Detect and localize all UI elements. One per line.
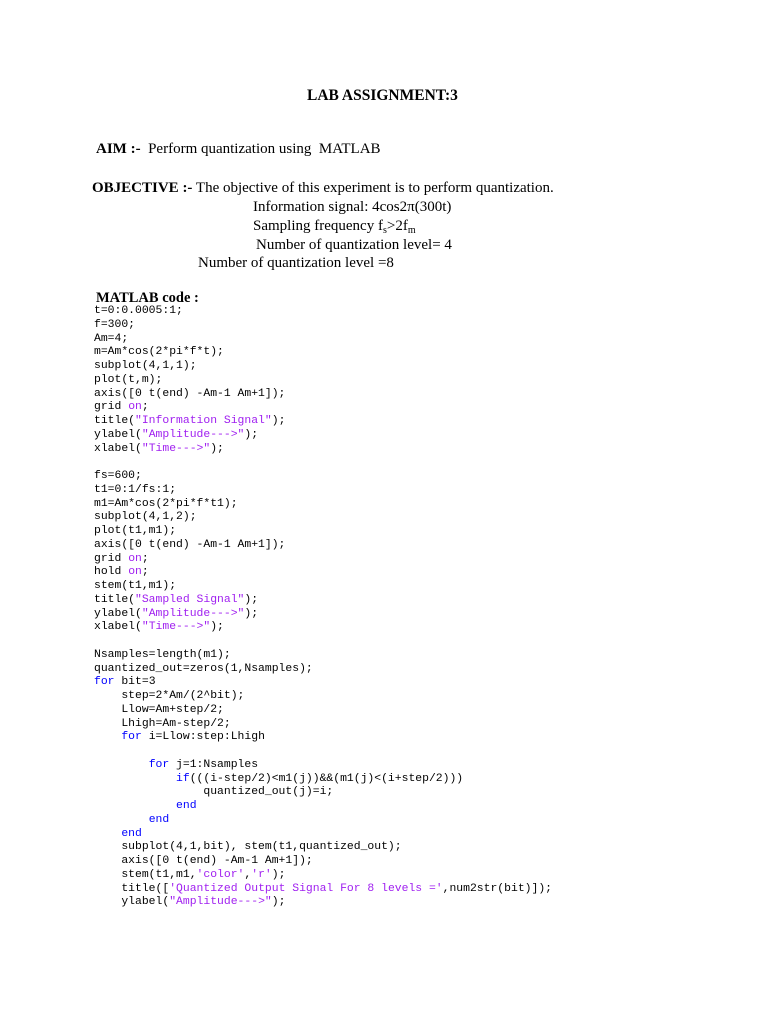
code-text	[94, 759, 149, 771]
code-text: );	[244, 428, 259, 441]
code-text: ylabel(	[94, 428, 142, 441]
code-text: title(	[94, 593, 136, 606]
code-line	[94, 333, 552, 347]
code-keyword: end	[121, 827, 142, 840]
code-keyword: for	[94, 676, 115, 689]
code-text: Lhigh=Am-step/2;	[94, 717, 231, 730]
code-text: Am=4;	[94, 332, 129, 345]
code-text: fs=600;	[94, 470, 142, 482]
code-text: subplot(4,1,1);	[94, 360, 197, 372]
code-text: );	[271, 415, 286, 427]
code-line	[94, 731, 552, 745]
code-text: t1=0:1/fs:1;	[94, 483, 177, 496]
code-line	[94, 800, 552, 814]
code-text: ,	[244, 868, 252, 881]
code-text: );	[271, 868, 286, 881]
code-line	[94, 635, 552, 649]
code-line	[94, 896, 552, 910]
code-line	[94, 388, 552, 402]
code-text: );	[271, 896, 286, 909]
code-line	[94, 456, 552, 470]
code-line	[94, 566, 552, 580]
code-line	[94, 745, 552, 759]
code-string: 'Quantized Output Signal For 8 levels ='	[169, 882, 443, 895]
code-text: );	[210, 442, 224, 455]
code-line	[94, 470, 552, 484]
code-line	[94, 484, 552, 498]
sampling-subscript-s: s	[382, 225, 387, 236]
code-line	[94, 429, 552, 443]
code-line	[94, 305, 552, 319]
code-line	[94, 759, 552, 773]
code-text: ,num2str(bit)]);	[442, 882, 552, 895]
code-string: "Amplitude--->"	[169, 896, 272, 909]
code-line	[94, 690, 552, 704]
code-line	[94, 608, 552, 622]
code-keyword: for	[121, 731, 142, 744]
code-line	[94, 443, 552, 457]
sampling-frequency-line	[253, 218, 416, 236]
code-text: title(	[94, 415, 136, 427]
code-text: );	[244, 607, 259, 620]
code-text: stem(t1,m1,	[94, 868, 197, 881]
sampling-mid: >2f	[386, 218, 408, 234]
code-text: hold	[94, 566, 129, 579]
code-text: i=Llow:step:Lhigh	[141, 731, 265, 744]
code-text	[94, 731, 121, 743]
code-text: Nsamples=length(m1);	[94, 648, 231, 661]
code-line	[94, 814, 552, 828]
code-text: subplot(4,1,bit), stem(t1,quantized_out);	[94, 841, 402, 854]
code-text: grid	[94, 401, 129, 414]
code-line	[94, 401, 552, 415]
code-keyword: for	[148, 758, 170, 771]
code-text: );	[244, 593, 259, 606]
code-string: "Information Signal"	[135, 415, 272, 427]
code-line	[94, 580, 552, 594]
code-line	[94, 374, 552, 388]
code-text: m=Am*cos(2*pi*f*t);	[94, 346, 224, 359]
quantization-levels-8-line: Number of quantization level =8	[198, 255, 394, 271]
code-line	[94, 841, 552, 855]
sampling-prefix: Sampling frequency f	[253, 218, 383, 234]
sampling-subscript-m: m	[407, 225, 416, 236]
code-text: stem(t1,m1);	[94, 580, 177, 592]
objective-line	[92, 180, 554, 197]
code-text: Llow=Am+step/2;	[94, 703, 224, 716]
information-signal-line: Information signal: 4cos2π(300t)	[253, 199, 452, 215]
code-line	[94, 883, 552, 897]
code-text: quantized_out=zeros(1,Nsamples);	[94, 662, 313, 675]
code-keyword: if	[176, 772, 190, 785]
code-string: on	[128, 401, 142, 414]
code-line	[94, 553, 552, 567]
aim-label: AIM :-	[96, 141, 141, 157]
code-string: "Amplitude--->"	[141, 428, 245, 441]
code-line	[94, 511, 552, 525]
code-text: ;	[141, 401, 149, 414]
code-line	[94, 360, 552, 374]
code-text: subplot(4,1,2);	[94, 511, 197, 524]
code-text	[94, 814, 149, 826]
code-text	[94, 800, 176, 812]
code-string: "Amplitude--->"	[141, 607, 245, 620]
code-line	[94, 855, 552, 869]
code-text: ;	[141, 566, 149, 579]
code-line	[94, 498, 552, 512]
code-line	[94, 869, 552, 883]
code-text: plot(t,m);	[94, 373, 163, 386]
code-string: on	[128, 566, 142, 579]
code-text: axis([0 t(end) -Am-1 Am+1]);	[94, 387, 286, 400]
code-text	[94, 828, 121, 840]
code-string: on	[128, 552, 142, 565]
code-text	[94, 773, 176, 785]
objective-label: OBJECTIVE :-	[92, 180, 193, 196]
code-line	[94, 786, 552, 800]
code-keyword: end	[176, 800, 197, 812]
code-line	[94, 594, 552, 608]
code-line	[94, 704, 552, 718]
code-text: (((i-step/2)<m1(j))&&(m1(j)<(i+step/2)))	[189, 772, 464, 785]
code-line	[94, 539, 552, 553]
code-line	[94, 525, 552, 539]
aim-line	[96, 141, 381, 158]
code-text: bit=3	[114, 676, 156, 689]
code-text: plot(t1,m1);	[94, 525, 177, 537]
code-text: t=0:0.0005:1;	[94, 305, 183, 317]
code-line	[94, 718, 552, 732]
code-keyword: end	[148, 813, 170, 826]
code-string: "Time--->"	[141, 621, 211, 634]
code-line	[94, 828, 552, 842]
code-text: grid	[94, 552, 129, 565]
code-string: "Sampled Signal"	[135, 593, 245, 606]
code-text: m1=Am*cos(2*pi*f*t1);	[94, 497, 238, 510]
code-line	[94, 663, 552, 677]
code-line	[94, 319, 552, 333]
objective-text: The objective of this experiment is to perform quantization.	[192, 180, 554, 196]
code-text: ylabel(	[94, 896, 170, 909]
quantization-levels-4-line: Number of quantization level= 4	[256, 237, 452, 253]
code-text: title([	[94, 882, 170, 895]
code-line	[94, 346, 552, 360]
code-text: ylabel(	[94, 607, 142, 620]
code-text: ;	[141, 552, 149, 565]
code-line	[94, 415, 552, 429]
code-text: j=1:Nsamples	[169, 758, 259, 771]
code-heading: MATLAB code :	[96, 290, 199, 306]
aim-text: Perform quantization using MATLAB	[140, 141, 381, 157]
code-text: xlabel(	[94, 442, 142, 455]
document-title: LAB ASSIGNMENT:3	[307, 87, 458, 104]
code-line	[94, 676, 552, 690]
code-line	[94, 649, 552, 663]
matlab-code-block	[94, 305, 552, 910]
code-string: 'r'	[251, 868, 272, 881]
code-text: );	[210, 621, 224, 634]
code-text: axis([0 t(end) -Am-1 Am+1]);	[94, 855, 313, 867]
code-text: xlabel(	[94, 621, 142, 634]
code-text: step=2*Am/(2^bit);	[94, 690, 245, 702]
code-line	[94, 621, 552, 635]
code-text: f=300;	[94, 318, 136, 331]
code-string: 'color'	[196, 868, 245, 881]
code-text: quantized_out(j)=i;	[94, 786, 334, 799]
code-text: axis([0 t(end) -Am-1 Am+1]);	[94, 538, 286, 551]
code-string: "Time--->"	[141, 442, 211, 455]
code-line	[94, 773, 552, 787]
